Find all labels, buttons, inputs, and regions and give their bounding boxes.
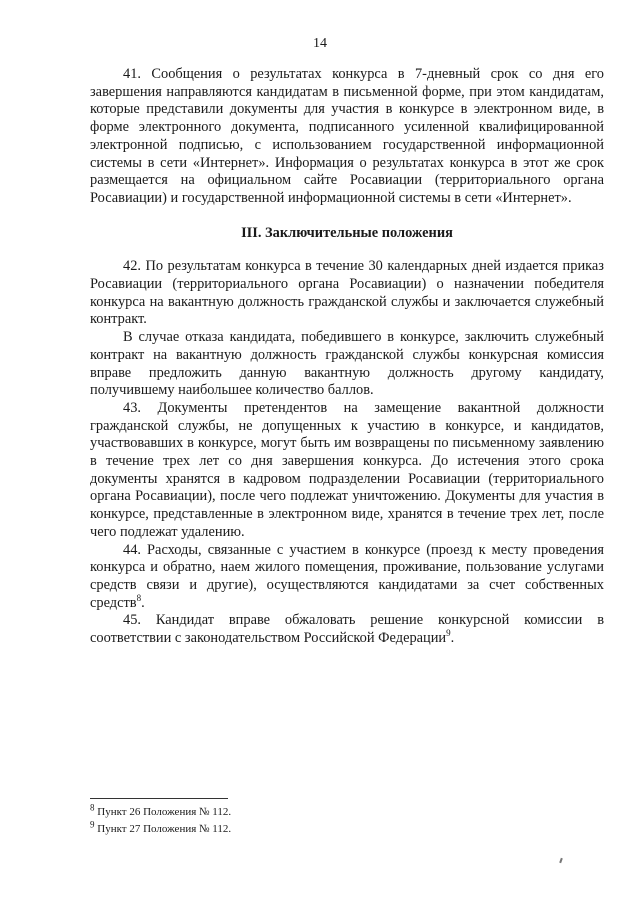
paragraph-42 bbox=[90, 258, 604, 329]
footnote-text: Пункт 27 Положения № 112. bbox=[94, 823, 232, 835]
footnote-reference: 9 bbox=[446, 628, 451, 639]
paragraph-number: 45. bbox=[123, 612, 156, 629]
scan-artifact bbox=[559, 858, 563, 863]
paragraph-text: Кандидат вправе обжаловать решение конкурсной комиссии в соответствии с законодательством Российской Федерации bbox=[90, 612, 604, 647]
paragraph-number: 41. bbox=[123, 66, 152, 82]
footnote-mark: 8 bbox=[90, 802, 95, 813]
footnote-9 bbox=[90, 821, 590, 838]
page-number: 14 bbox=[313, 36, 327, 51]
paragraph-text: Документы претендентов на замещение вакантной должности гражданской службы, не допущенных к участию в конкурсе, и кандидатов, участвовавших в конкурсе, могут быть им возвращены по письменному заявлению в течение трех лет со дня завершения конкурса. До истечения этого срока документы хранятся в кадровом подразделении Росавиации (территориального органа Росавиации), после чего подлежат уничтожению. Документы для участия в конкурсе, представленные в электронном виде, хранятся в течение трех лет, после чего подлежат удалению. bbox=[90, 399, 604, 540]
footnote-8 bbox=[90, 804, 590, 821]
paragraph-42-continued bbox=[90, 329, 604, 400]
paragraph-end: . bbox=[450, 630, 455, 647]
section-heading: III. Заключительные положения bbox=[241, 224, 453, 241]
paragraph-41 bbox=[90, 66, 604, 208]
paragraph-number: 43. bbox=[123, 399, 158, 416]
paragraph-text: Расходы, связанные с участием в конкурсе (проезд к месту проведения конкурса и обратно, наем жилого помещения, проживание, пользование услугами средств связи и другие), осуществляются кандидатами за счет собственных средств bbox=[90, 541, 604, 611]
paragraph-text: По результатам конкурса в течение 30 календарных дней издается приказ Росавиации (территориального органа Росавиации) о назначении победителя конкурса на вакантную должность гражданской службы и заключается служебный контракт. bbox=[90, 258, 604, 328]
footnote-separator bbox=[90, 798, 228, 799]
paragraph-number: 42. bbox=[123, 258, 146, 275]
footnotes bbox=[90, 804, 590, 838]
footnote-text: Пункт 26 Положения № 112. bbox=[94, 806, 232, 818]
paragraph-43 bbox=[90, 400, 604, 542]
paragraph-45 bbox=[90, 612, 604, 647]
footnote-mark: 9 bbox=[90, 819, 95, 830]
paragraph-number: 44. bbox=[123, 541, 148, 558]
paragraph-44 bbox=[90, 542, 604, 613]
footnote-reference: 8 bbox=[136, 592, 142, 603]
document-body bbox=[90, 66, 604, 648]
paragraph-text: Сообщения о результатах конкурса в 7-дневный срок со дня его завершения направляются кандидатам в письменной форме, при этом кандидатам, которые представили документы для участия в конкурсе в электронном виде, в форме электронного документа, подписанного усиленной квалифицированной электронной подписью, с использованием государственной информационной системы в сети «Интернет». Информация о результатах конкурса в этот же срок размещается на официальном сайте Росавиации (территориального органа Росавиации) и государственной информационной системы в сети «Интернет». bbox=[90, 66, 604, 206]
paragraph-text: В случае отказа кандидата, победившего в конкурсе, заключить служебный контракт на вакантную должность гражданской службы конкурсная комиссия вправе предложить данную вакантную должность другому кандидату, получившему наибольшее количество баллов. bbox=[90, 329, 604, 399]
paragraph-end: . bbox=[141, 594, 145, 611]
